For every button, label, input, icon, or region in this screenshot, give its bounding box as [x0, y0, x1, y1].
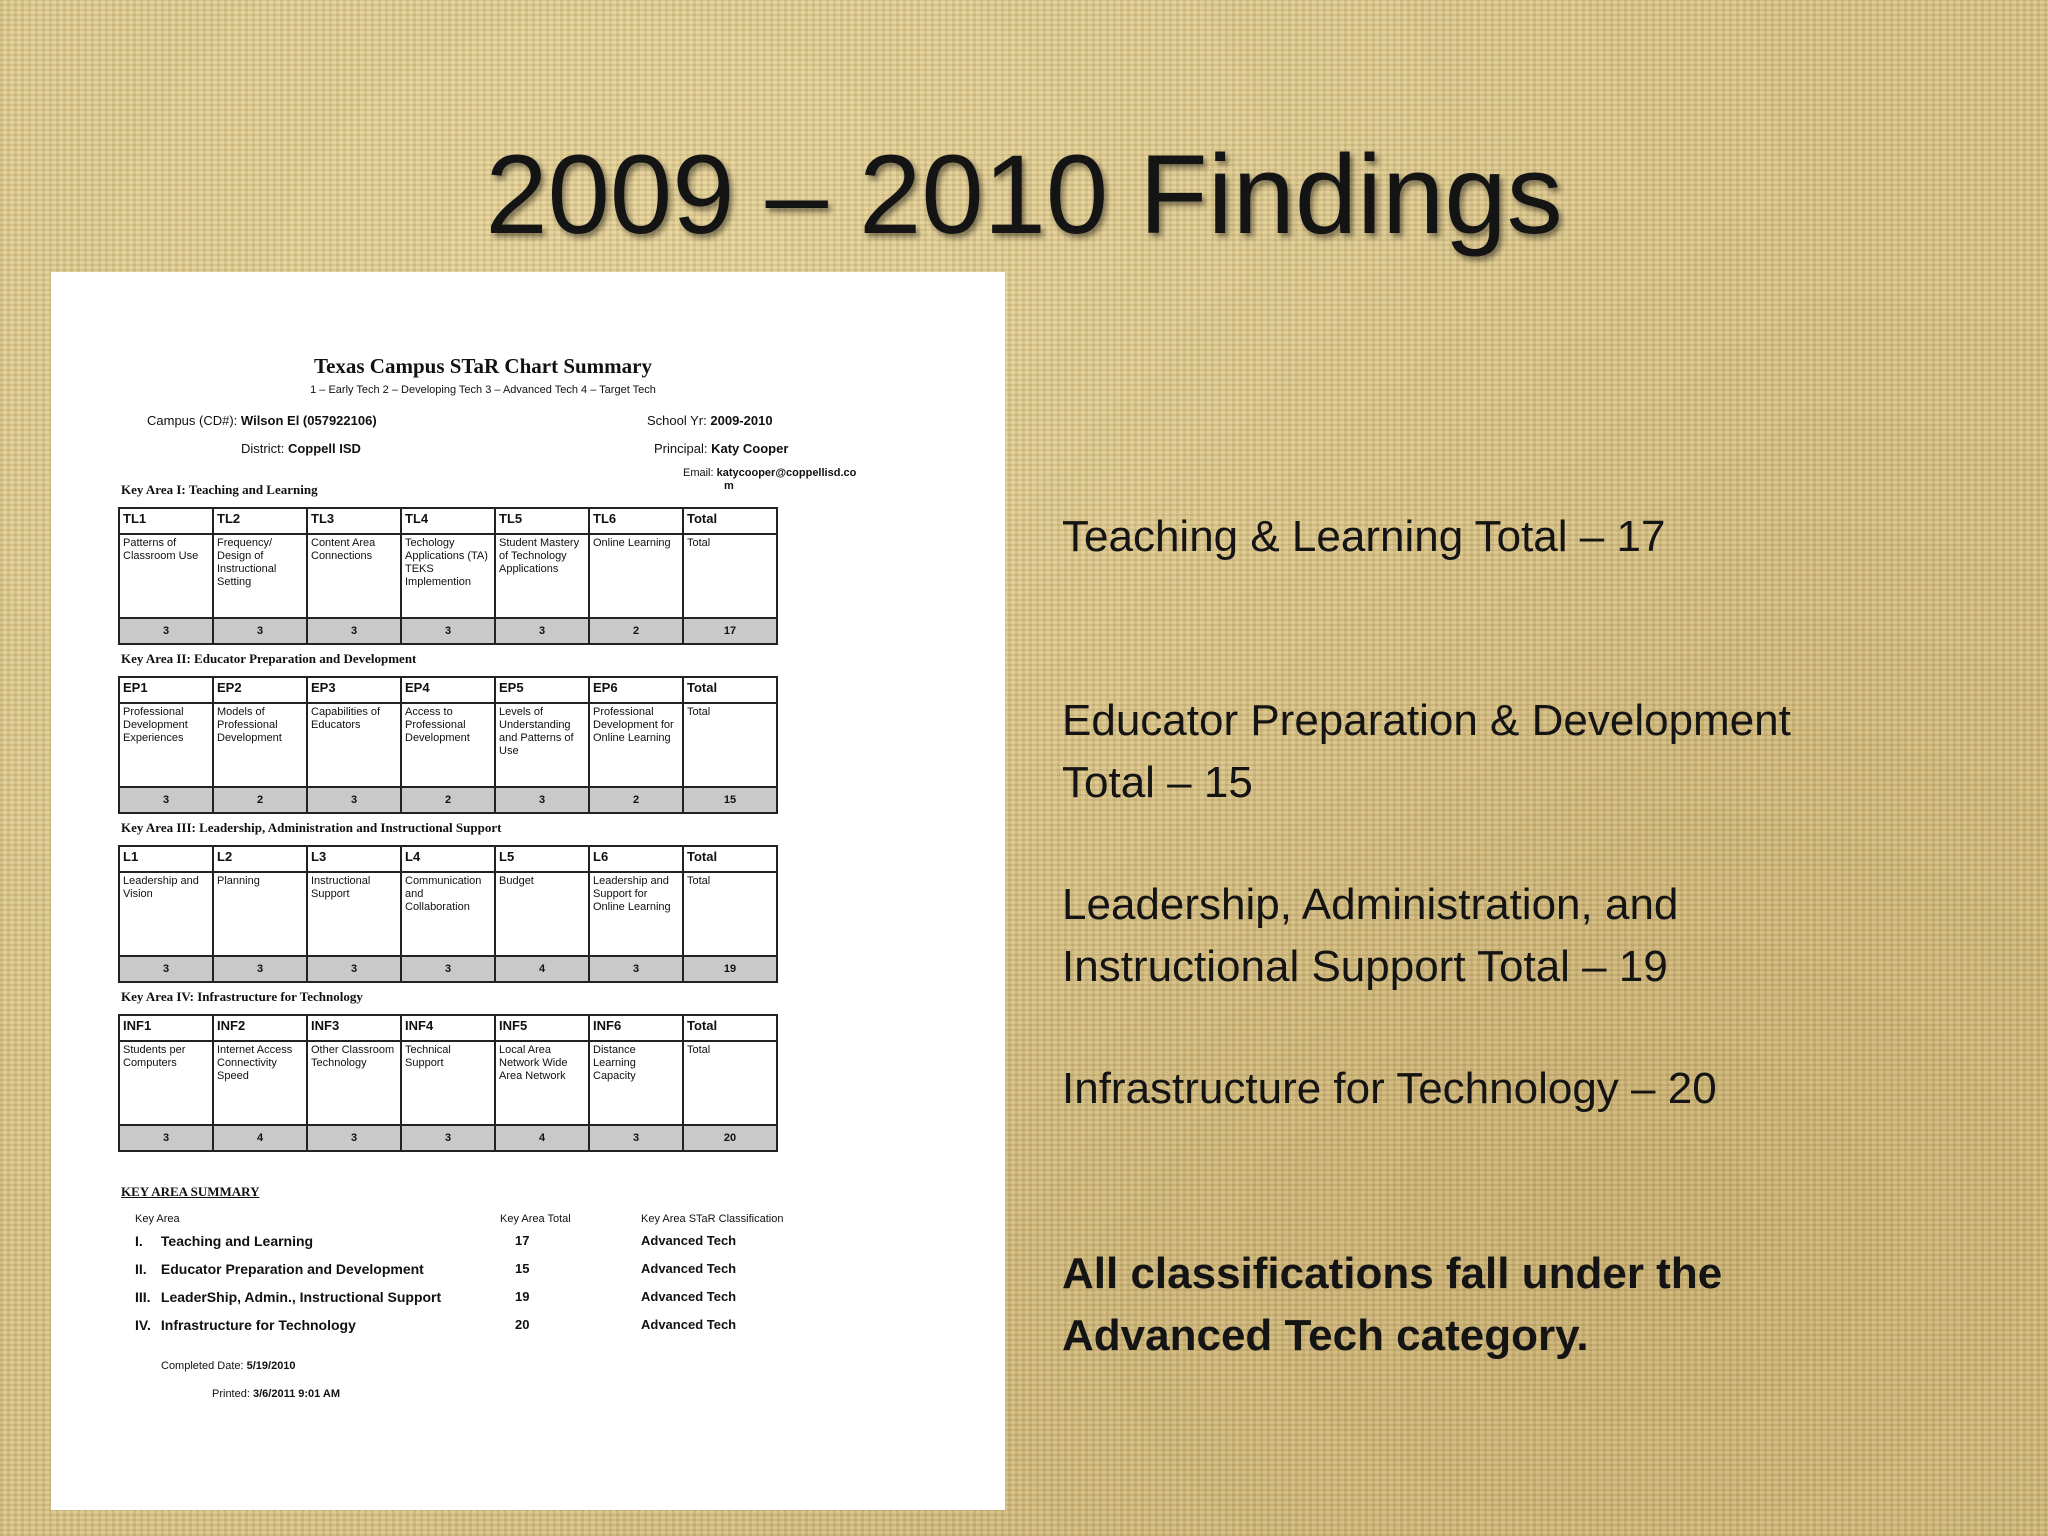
summary-heading: KEY AREA SUMMARY	[121, 1184, 260, 1199]
school-year-info	[647, 413, 773, 428]
indicator-name: Total	[683, 872, 777, 956]
area-total-score: 15	[683, 787, 777, 813]
indicator-code: TL6	[589, 508, 683, 534]
indicator-score: 3	[401, 1125, 495, 1151]
printed-label: Printed:	[212, 1388, 250, 1400]
indicator-code: EP3	[307, 677, 401, 703]
indicator-name: Budget	[495, 872, 589, 956]
completed-label: Completed Date:	[161, 1360, 244, 1372]
summary-row-number: I.	[135, 1233, 143, 1249]
indicator-name: Professional Development Experiences	[119, 703, 213, 787]
summary-col-classification: Key Area STaR Classification	[641, 1213, 784, 1225]
email-value: katycooper@coppellisd.co	[716, 467, 857, 479]
indicator-name: Technical Support	[401, 1041, 495, 1125]
campus-label: Campus (CD#):	[147, 413, 238, 428]
indicator-code: L4	[401, 846, 495, 872]
summary-row-name: Educator Preparation and Development	[160, 1261, 424, 1277]
indicator-code: TL2	[213, 508, 307, 534]
summary-row	[135, 1233, 313, 1249]
indicator-score: 3	[119, 956, 213, 982]
key-area-table	[118, 507, 778, 645]
summary-row-number: IV.	[135, 1317, 151, 1333]
indicator-name: Total	[683, 534, 777, 618]
indicator-score: 3	[495, 787, 589, 813]
indicator-name: Planning	[213, 872, 307, 956]
conclusion-statement: All classifications fall under the Advanced Tech category.	[1062, 1249, 1723, 1360]
indicator-name: Levels of Understanding and Patterns of Use	[495, 703, 589, 787]
indicator-score: 3	[589, 956, 683, 982]
indicator-name: Frequency/ Design of Instructional Setting	[213, 534, 307, 618]
slide-title: 2009 – 2010 Findings	[485, 132, 1563, 257]
indicator-score: 3	[307, 618, 401, 644]
indicator-score: 3	[401, 956, 495, 982]
indicator-score: 2	[213, 787, 307, 813]
indicator-name: Students per Computers	[119, 1041, 213, 1125]
summary-row-name: LeaderShip, Admin., Instructional Support	[160, 1289, 442, 1305]
summary-row-name: Infrastructure for Technology	[160, 1317, 356, 1333]
indicator-code: EP2	[213, 677, 307, 703]
summary-row-total: 19	[515, 1289, 530, 1304]
key-area-heading: Key Area IV: Infrastructure for Technology	[121, 989, 363, 1004]
indicator-code: INF6	[589, 1015, 683, 1041]
summary-row-classification: Advanced Tech	[641, 1289, 737, 1304]
printed-value: 3/6/2011 9:01 AM	[252, 1388, 341, 1400]
summary-row-number: III.	[135, 1289, 151, 1305]
indicator-code: INF2	[213, 1015, 307, 1041]
email-label: Email:	[683, 467, 714, 479]
indicator-code: Total	[683, 677, 777, 703]
summary-row-classification: Advanced Tech	[641, 1261, 737, 1276]
summary-row-total: 15	[515, 1261, 530, 1276]
indicator-name: Internet Access Connectivity Speed	[213, 1041, 307, 1125]
school-year-label: School Yr:	[647, 413, 707, 428]
indicator-score: 4	[495, 956, 589, 982]
completed-date	[161, 1360, 296, 1372]
indicator-name: Distance Learning Capacity	[589, 1041, 683, 1125]
indicator-code: EP1	[119, 677, 213, 703]
indicator-score: 4	[495, 1125, 589, 1151]
indicator-name: Other Classroom Technology	[307, 1041, 401, 1125]
area-total-score: 19	[683, 956, 777, 982]
indicator-name: Online Learning	[589, 534, 683, 618]
indicator-name: Professional Development for Online Learning	[589, 703, 683, 787]
indicator-code: EP4	[401, 677, 495, 703]
principal-label: Principal:	[654, 441, 708, 456]
indicator-name: Access to Professional Development	[401, 703, 495, 787]
indicator-score: 3	[213, 956, 307, 982]
summary-col-key-area: Key Area	[135, 1213, 180, 1225]
key-area-heading: Key Area III: Leadership, Administration and Instructional Support	[121, 820, 502, 835]
indicator-code: Total	[683, 1015, 777, 1041]
indicator-score: 2	[589, 618, 683, 644]
indicator-score: 3	[495, 618, 589, 644]
indicator-name: Total	[683, 703, 777, 787]
district-value: Coppell ISD	[287, 441, 361, 456]
printed-date	[212, 1388, 340, 1400]
indicator-code: L2	[213, 846, 307, 872]
email-value-wrap: m	[724, 480, 734, 492]
indicator-score: 3	[307, 787, 401, 813]
key-area-table	[118, 1014, 778, 1152]
indicator-code: L6	[589, 846, 683, 872]
completed-value: 5/19/2010	[246, 1360, 296, 1372]
key-area-table	[118, 845, 778, 983]
indicator-code: Total	[683, 846, 777, 872]
indicator-code: L1	[119, 846, 213, 872]
indicator-name: Leadership and Vision	[119, 872, 213, 956]
indicator-score: 3	[401, 618, 495, 644]
indicator-score: 3	[213, 618, 307, 644]
finding-infrastructure: Infrastructure for Technology – 20	[1062, 1064, 1717, 1113]
indicator-name: Communication and Collaboration	[401, 872, 495, 956]
summary-row-name: Teaching and Learning	[160, 1233, 314, 1249]
summary-row-number: II.	[135, 1261, 147, 1277]
summary-col-total: Key Area Total	[500, 1213, 571, 1225]
indicator-score: 3	[307, 956, 401, 982]
summary-row-total: 17	[515, 1233, 530, 1248]
indicator-name: Instructional Support	[307, 872, 401, 956]
finding-educator-preparation: Educator Preparation & Development Total – 15	[1062, 696, 1791, 807]
summary-row	[135, 1317, 356, 1333]
principal-value: Katy Cooper	[711, 441, 789, 456]
summary-row	[135, 1289, 441, 1305]
indicator-code: TL4	[401, 508, 495, 534]
indicator-code: EP6	[589, 677, 683, 703]
summary-row-classification: Advanced Tech	[641, 1233, 737, 1248]
indicator-name: Total	[683, 1041, 777, 1125]
indicator-score: 2	[401, 787, 495, 813]
indicator-name: Techology Applications (TA) TEKS Implemention	[401, 534, 495, 618]
indicator-score: 2	[589, 787, 683, 813]
indicator-code: TL1	[119, 508, 213, 534]
indicator-name: Models of Professional Development	[213, 703, 307, 787]
summary-row-total: 20	[515, 1317, 530, 1332]
classification-legend: 1 – Early Tech 2 – Developing Tech 3 – Advanced Tech 4 – Target Tech	[310, 384, 656, 396]
key-area-heading: Key Area I: Teaching and Learning	[121, 482, 318, 497]
indicator-score: 3	[119, 787, 213, 813]
indicator-code: INF3	[307, 1015, 401, 1041]
summary-row	[135, 1261, 424, 1277]
indicator-code: INF4	[401, 1015, 495, 1041]
indicator-score: 4	[213, 1125, 307, 1151]
indicator-name: Leadership and Support for Online Learning	[589, 872, 683, 956]
indicator-code: EP5	[495, 677, 589, 703]
area-total-score: 20	[683, 1125, 777, 1151]
indicator-score: 3	[307, 1125, 401, 1151]
indicator-code: INF5	[495, 1015, 589, 1041]
principal-info	[654, 441, 788, 456]
area-total-score: 17	[683, 618, 777, 644]
indicator-name: Capabilities of Educators	[307, 703, 401, 787]
indicator-name: Content Area Connections	[307, 534, 401, 618]
finding-leadership: Leadership, Administration, and Instructional Support Total – 19	[1062, 880, 1679, 991]
campus-value: Wilson El (057922106)	[240, 413, 377, 428]
key-area-table	[118, 676, 778, 814]
finding-teaching-learning: Teaching & Learning Total – 17	[1062, 512, 1666, 561]
key-area-heading: Key Area II: Educator Preparation and Development	[121, 651, 417, 666]
district-info	[241, 441, 361, 456]
indicator-code: L5	[495, 846, 589, 872]
indicator-code: Total	[683, 508, 777, 534]
indicator-code: TL5	[495, 508, 589, 534]
indicator-name: Student Mastery of Technology Applications	[495, 534, 589, 618]
school-year-value: 2009-2010	[710, 413, 773, 428]
indicator-name: Local Area Network Wide Area Network	[495, 1041, 589, 1125]
star-chart-document	[51, 272, 1005, 1510]
indicator-code: INF1	[119, 1015, 213, 1041]
document-title: Texas Campus STaR Chart Summary	[313, 354, 652, 378]
campus-info	[147, 413, 377, 428]
summary-row-classification: Advanced Tech	[641, 1317, 737, 1332]
district-label: District:	[241, 441, 285, 456]
indicator-name: Patterns of Classroom Use	[119, 534, 213, 618]
indicator-score: 3	[589, 1125, 683, 1151]
indicator-score: 3	[119, 1125, 213, 1151]
indicator-code: TL3	[307, 508, 401, 534]
indicator-code: L3	[307, 846, 401, 872]
indicator-score: 3	[119, 618, 213, 644]
email-info	[683, 467, 856, 493]
